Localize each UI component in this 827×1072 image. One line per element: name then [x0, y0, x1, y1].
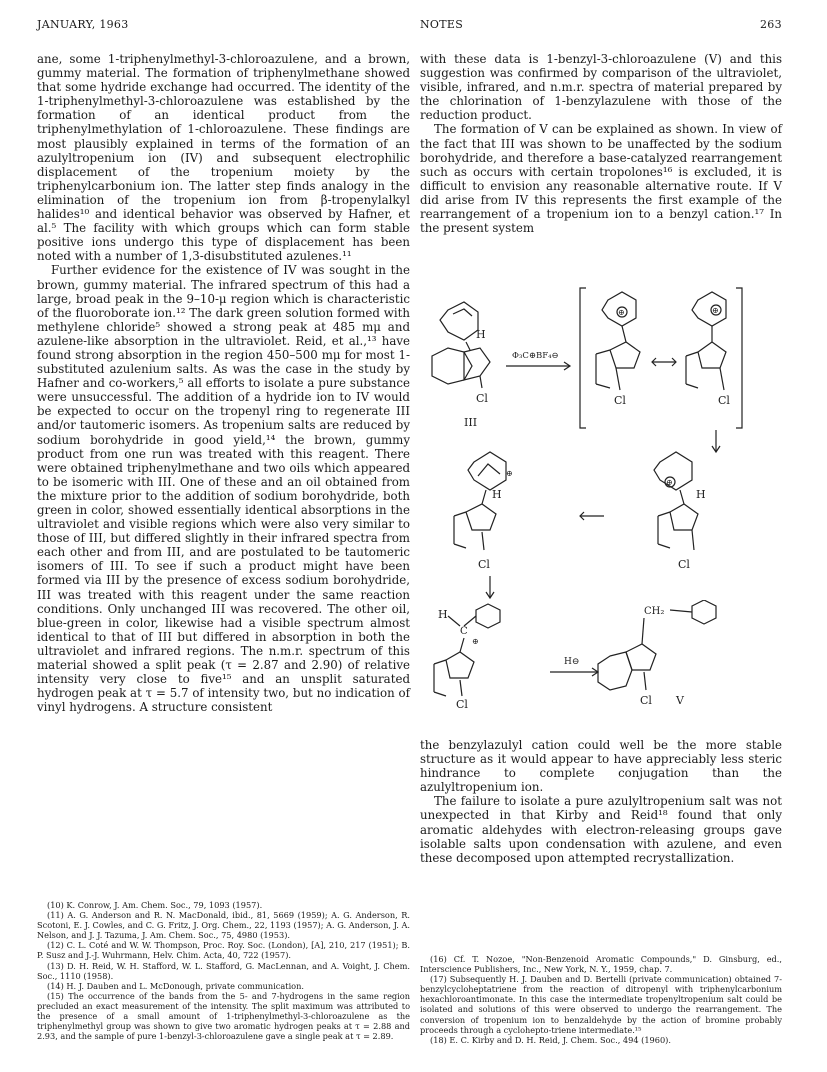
c-label: C [460, 626, 468, 637]
cl-label: Cl [614, 394, 626, 407]
footnote: (16) Cf. T. Nozoe, "Non-Benzenoid Aromatic Compounds," D. Ginsburg, ed., Interscience Publishers, Inc., New York, N. Y., 1959, chap. 7. [420, 954, 782, 975]
plus-charge: ⊕ [506, 469, 513, 478]
footnote: (15) The occurrence of the bands from the 5- and 7-hydrogens in the same region precluded an exact measurement of the intensity. The split maximum was attributed to the presence of a small amount of 1-triphenylmethyl-3-chloroazulene as the triphenylmethyl group was shown to give two aromatic hydrogen peaks at τ = 2.88 and 2.93, and the sample of pure 1-benzyl-3-chloroazulene gave a single peak at τ = 2.89. [37, 990, 410, 1042]
down-arrow [486, 576, 494, 598]
paragraph: Further evidence for the existence of IV was sought in the brown, gummy material. The infrared spectrum of this had a large, broad peak in the 9–10-μ region which is characteristic of the fluoroborate ion.¹² The dark green solution formed with methylene chloride⁵ showed a strong peak at 485 mμ and azulene-like absorption in the ultraviolet. Reid, et al.,¹³ have found strong absorption in the region 450–500 mμ for most 1-substituted azulenium salts. As was the case in the study by Hafner and co-workers,⁵ all efforts to isolate a pure substance were unsuccessful. The addition of a hydride ion to IV would be expected to occur on the tropenyl ring to regenerate III and/or tautomeric isomers. As tropenium salts are reduced by sodium borohydride in good yield,¹⁴ the brown, gummy product from one run was treated with this reagent. There were obtained triphenylmethane and two oils which appeared to be isomeric with III. One of these and an oil obtained from the mixture prior to the addition of sodium borohydride, both green in color, showed essentially identical absorptions in the ultraviolet and visible regions which were also very similar to those of III, but differed slightly in their infrared spectra from each other and from III, and are postulated to be tautomeric isomers of III. To see if such a product might have been formed via III by the presence of excess sodium borohydride, III was treated with this reagent under the same reaction conditions. Only unchanged III was recovered. The other oil, blue-green in color, likewise had a visible spectrum almost identical to that of III but differed in absorption in both the ultraviolet and infrared regions. The n.m.r. spectrum of this material showed a split peak (τ = 2.87 and 2.90) of relative intensity very close to five¹⁵ and an unsplit saturated hydrogen peak at τ = 5.7 of intensity two, but no indication of vinyl hydrogens. A structure consistent [37, 263, 410, 715]
plus-charge: ⊕ [472, 637, 479, 646]
reaction-arrow [580, 512, 604, 520]
down-arrow [712, 430, 720, 452]
cl-label: Cl [478, 558, 490, 571]
resonance-structure-b [686, 292, 730, 407]
footnote: (10) K. Conrow, J. Am. Chem. Soc., 79, 1093 (1957). [47, 900, 263, 910]
h-label: H [476, 328, 486, 341]
structure-III [432, 302, 490, 429]
compound-label-III: III [464, 416, 478, 429]
intermediate-left [454, 452, 513, 571]
resonance-structure-a [596, 292, 640, 407]
intermediate-right [654, 452, 706, 571]
resonance-arrow [652, 358, 676, 366]
running-head-date: JANUARY, 1963 [37, 18, 129, 31]
paragraph: the benzylazulyl cation could well be the more stable structure as it would appear to have appreciably less steric hindrance to complete conjugation than the azulyltropenium ion. [420, 738, 782, 795]
reaction-scheme-lower [420, 600, 760, 710]
structure-V [598, 600, 716, 707]
hydride-label: H⊖ [564, 657, 580, 667]
footnote: (18) E. C. Kirby and D. H. Reid, J. Chem. Soc., 494 (1960). [430, 1034, 671, 1045]
reaction-arrow [550, 657, 598, 676]
h-label: H [696, 488, 706, 501]
left-column [37, 52, 410, 714]
cl-label: Cl [678, 558, 690, 571]
cl-label: Cl [718, 394, 730, 407]
h-label: H [492, 488, 502, 501]
paragraph: with these data is 1-benzyl-3-chloroazulene (V) and this suggestion was confirmed by comparison of the ultraviolet, visible, infrared, and n.m.r. spectra of material prepared by the chlorination of 1-benzylazulene with those of the reduction product. [420, 52, 782, 123]
paragraph: ane, some 1-triphenylmethyl-3-chloroazulene, and a brown, gummy material. The formation of triphenylmethane showed that some hydride exchange had occurred. The identity of the 1-triphenylmethyl-3-chloroazulene was established by the formation of an identical product from the triphenylmethylation of 1-chloroazulene. These findings are most plausibly explained in terms of the formation of an azulyltropenium ion (IV) and subsequent electrophilic displacement of the tropenium moiety by the triphenylcarbonium ion. The latter step finds analogy in the elimination of the tropenium ion from β-tropenylalkyl halides¹⁰ and identical behavior was observed by Hafner, et al.⁵ The facility with which groups which can form stable positive ions undergo this type of displacement has been noted with a number of 1,3-disubstituted azulenes.¹¹ [37, 52, 410, 264]
plus-charge: ⊕ [712, 306, 719, 315]
footnote: (12) C. L. Coté and W. W. Thompson, Proc. Roy. Soc. (London), [A], 210, 217 (1951); B. P. Susz and J.-J. Wuhrmann, Helv. Chim. Acta, 40, 722 (1957). [37, 940, 410, 961]
footnote: (17) Subsequently H. J. Dauben and D. Bertelli (private communication) obtained 7-benzylcycloheptatriene from the reaction of ditropenyl with triphenylcarbonium hexachloroantimonate. In this case the intermediate tropenyltropenium salt could be isolated and solutions of this were observed to undergo the rearrangement. The conversion of tropenium ion to benzaldehyde by the action of bromine probably proceeds through a cyclohepto-triene intermediate.¹⁵ [420, 974, 782, 1035]
benzyl-cation [434, 604, 500, 710]
plus-charge: ⊕ [618, 308, 625, 317]
compound-label-V: V [676, 694, 684, 707]
paragraph: The failure to isolate a pure azulyltropenium salt was not unexpected in that Kirby and Reid¹⁸ found that only aromatic aldehydes with electron-releasing groups gave isolable salts upon condensation with azulene, and even these decomposed upon attempted recrystallization. [420, 794, 782, 865]
cl-label: Cl [456, 698, 468, 710]
reaction-arrow [506, 351, 570, 370]
footnotes-left [37, 900, 410, 1041]
cl-label: Cl [640, 694, 652, 707]
right-column-top [420, 52, 782, 235]
footnote: (11) A. G. Anderson and R. N. MacDonald, ibid., 81, 5669 (1959); A. G. Anderson, R. Scotoni, E. J. Cowles, and C. G. Fritz, J. Org. Chem., 22, 1193 (1957); A. G. Anderson, J. A. Nelson, and J. J. Tazuma, J. Am. Chem. Soc., 75, 4980 (1953). [37, 910, 410, 941]
footnote: (13) D. H. Reid, W. H. Stafford, W. L. Stafford, G. MacLennan, and A. Voight, J. Chem. Soc., 1110 (1958). [37, 960, 410, 981]
paragraph: The formation of V can be explained as shown. In view of the fact that III was shown to be unaffected by the sodium borohydride, and therefore a base-catalyzed rearrangement such as occurs with certain tropolones¹⁶ is excluded, it is difficult to envision any reasonable alternative route. If V did arise from IV this represents the first example of the rearrangement of a tropenium ion to a benzyl cation.¹⁷ In the present system [420, 122, 782, 236]
reagent-label: Φ₃C⊕BF₄⊖ [512, 351, 559, 361]
running-head-section: NOTES [420, 18, 464, 31]
page-number: 263 [760, 18, 782, 31]
ch2-label: CH₂ [644, 606, 665, 617]
right-column-bottom [420, 738, 782, 865]
h-label: H [438, 608, 448, 621]
cl-label: Cl [476, 392, 488, 405]
plus-charge: ⊕ [666, 478, 673, 487]
footnotes-right [420, 954, 782, 1045]
footnote: (14) H. J. Dauben and L. McDonough, private communication. [47, 980, 304, 991]
